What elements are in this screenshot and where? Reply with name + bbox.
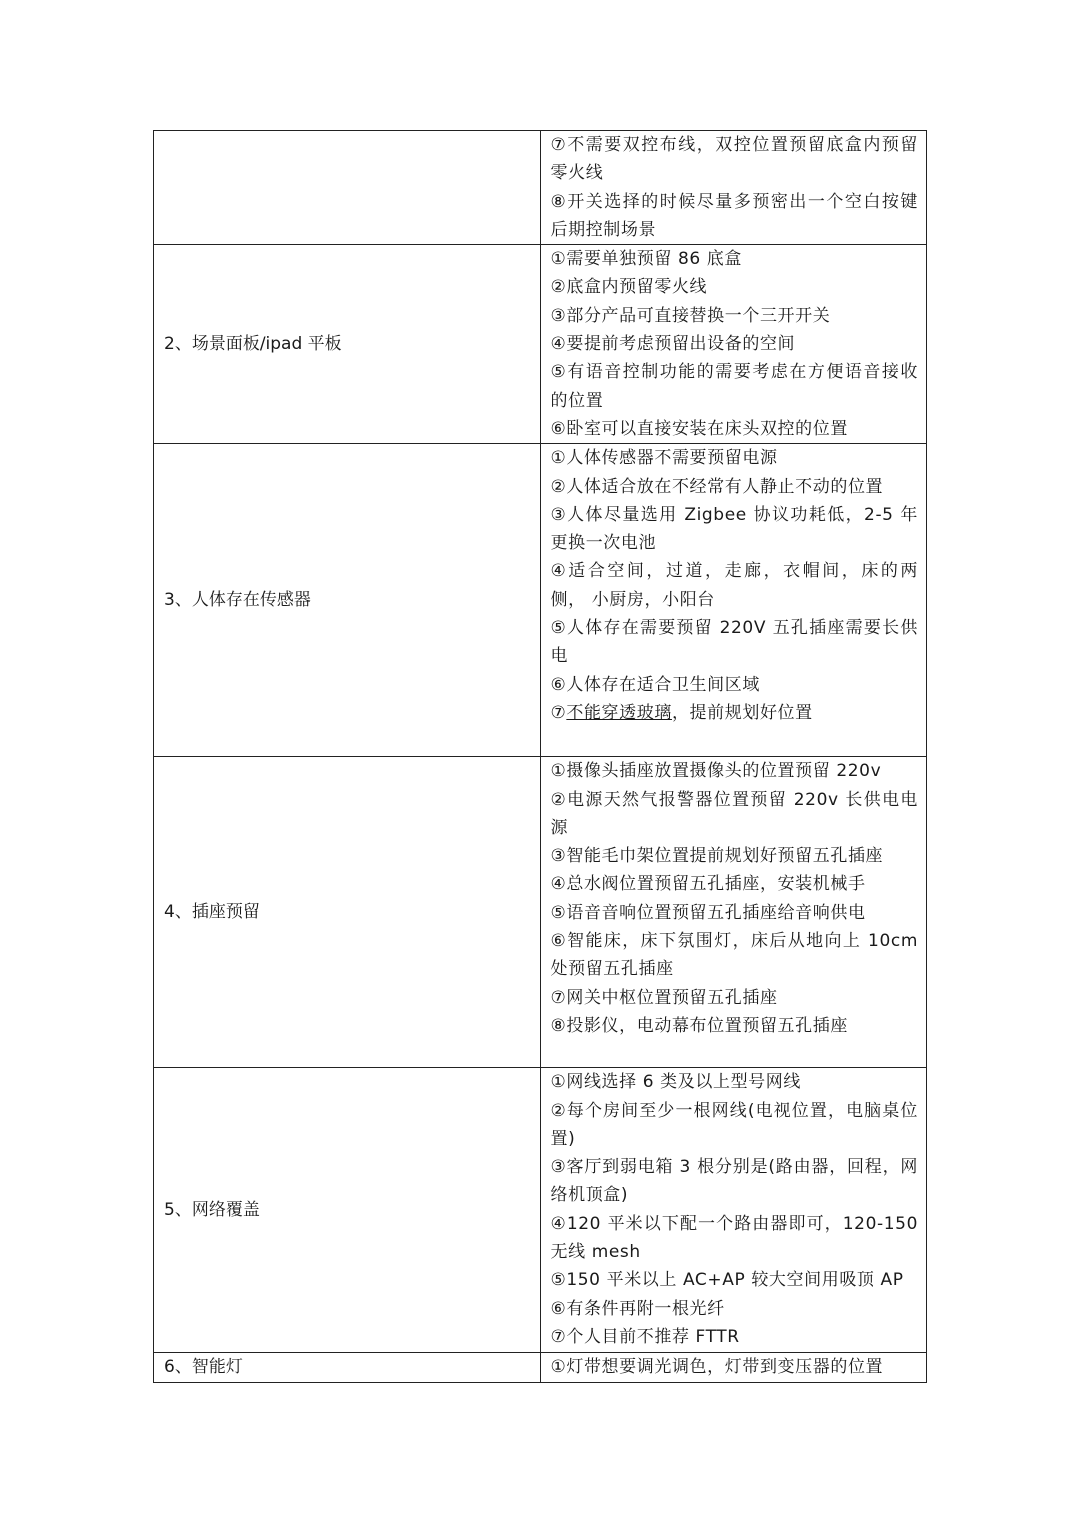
- note-item: [551, 699, 919, 727]
- notes-cell: [540, 444, 927, 757]
- note-item: ②人体适合放在不经常有人静止不动的位置: [550, 476, 884, 497]
- note-item: ①需要单独预留 86 底盒: [550, 249, 742, 270]
- table-row: [154, 757, 927, 1068]
- category-label: 2、场景面板/ipad 平板: [164, 334, 342, 355]
- note-item: ⑥人体存在适合卫生间区域: [550, 674, 760, 695]
- note-item: ⑤人体存在需要预留 220V 五孔插座需要长供电: [550, 618, 918, 667]
- smart-home-planning-table: [153, 130, 927, 1383]
- note-item: ④总水阀位置预留五孔插座，安装机械手: [550, 874, 866, 895]
- notes-cell: [540, 757, 927, 1068]
- notes-cell: [540, 131, 927, 245]
- note-item: ⑥卧室可以直接安装在床头双控的位置: [550, 418, 848, 439]
- note-item-number: ⑦: [550, 702, 567, 723]
- category-cell: [154, 131, 541, 245]
- note-item: ⑧开关选择的时候尽量多预密出一个空白按键后期控制场景: [550, 191, 918, 240]
- note-item: ③人体尽量选用 Zigbee 协议功耗低，2-5 年更换一次电池: [550, 504, 918, 554]
- note-item: ③客厅到弱电箱 3 根分别是(路由器，回程，网络机顶盒): [550, 1157, 918, 1206]
- category-label: 5、网络覆盖: [164, 1200, 260, 1221]
- category-label: 4、插座预留: [164, 902, 260, 923]
- note-item: ④120 平米以下配一个路由器即可，120-150 无线 mesh: [550, 1213, 918, 1263]
- note-item: ①摄像头插座放置摄像头的位置预留 220v: [550, 761, 882, 782]
- table-row: [154, 1353, 927, 1382]
- note-item: ①人体传感器不需要预留电源: [550, 448, 778, 469]
- category-cell: [154, 245, 541, 444]
- note-item: ④适合空间，过道，走廊，衣帽间，床的两侧， 小厨房，小阳台: [550, 561, 918, 610]
- note-item: ②每个房间至少一根网线(电视位置，电脑桌位置): [550, 1100, 918, 1149]
- note-item: ⑥有条件再附一根光纤: [550, 1298, 725, 1319]
- note-item: ⑥智能床，床下氛围灯，床后从地向上 10cm 处预留五孔插座: [550, 931, 918, 980]
- note-item: ③部分产品可直接替换一个三开开关: [550, 305, 831, 326]
- notes-cell: [540, 245, 927, 444]
- note-item: ⑦个人目前不推荐 FTTR: [550, 1326, 740, 1347]
- table-row: [154, 131, 927, 245]
- underlined-text: 不能穿透玻璃: [566, 702, 672, 723]
- note-item: ④要提前考虑预留出设备的空间: [550, 334, 796, 355]
- category-label: 3、人体存在传感器: [164, 590, 311, 611]
- table-row: [154, 1068, 927, 1353]
- category-cell: [154, 444, 541, 757]
- table-row: [154, 444, 927, 757]
- table-row: [154, 245, 927, 444]
- notes-cell: [540, 1353, 927, 1382]
- note-item-rest: ，提前规划好位置: [671, 702, 813, 723]
- note-item: ⑧投影仪，电动幕布位置预留五孔插座: [550, 1015, 848, 1036]
- note-item: ②电源天然气报警器位置预留 220v 长供电电源: [550, 789, 918, 838]
- note-item: ②底盒内预留零火线: [550, 277, 708, 298]
- note-item: ⑤150 平米以上 AC+AP 较大空间用吸顶 AP: [550, 1270, 904, 1291]
- note-item: ⑦不需要双控布线，双控位置预留底盒内预留零火线: [550, 135, 918, 184]
- category-cell: [154, 1068, 541, 1353]
- category-label: 6、智能灯: [164, 1357, 243, 1378]
- note-item: ③智能毛巾架位置提前规划好预留五孔插座: [550, 846, 884, 867]
- category-cell: [154, 1353, 541, 1382]
- note-item: ⑤语音音响位置预留五孔插座给音响供电: [550, 902, 866, 923]
- note-item: ⑦网关中枢位置预留五孔插座: [550, 987, 778, 1008]
- note-item: ⑤有语音控制功能的需要考虑在方便语音接收的位置: [550, 362, 918, 411]
- category-cell: [154, 757, 541, 1068]
- note-item: ①网线选择 6 类及以上型号网线: [550, 1072, 801, 1093]
- notes-cell: [540, 1068, 927, 1353]
- note-item: ①灯带想要调光调色，灯带到变压器的位置: [550, 1357, 884, 1378]
